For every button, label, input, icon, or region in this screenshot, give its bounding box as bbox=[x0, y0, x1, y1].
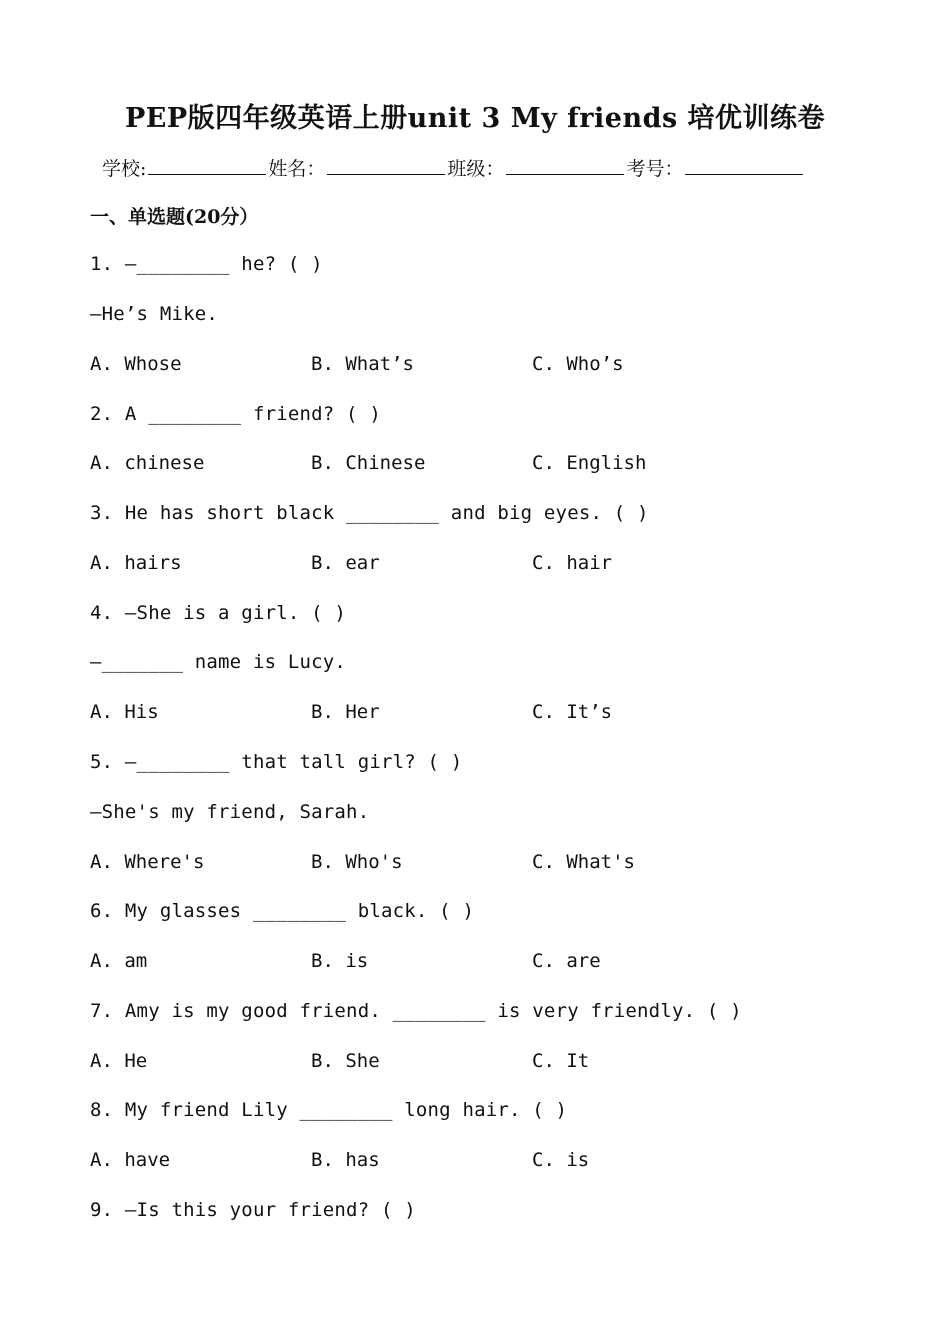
class-label: 班级： bbox=[447, 158, 505, 180]
school-label: 学校: bbox=[102, 158, 147, 180]
question-8-option-b: B. has bbox=[311, 1149, 380, 1171]
question-2-option-a: A. chinese bbox=[90, 452, 205, 474]
page-title: PEP版四年级英语上册unit 3 My friends 培优训练卷 bbox=[124, 103, 826, 134]
question-6-option-c: C. are bbox=[532, 950, 601, 972]
question-5-stem: 5. —________ that tall girl? ( ) bbox=[90, 751, 463, 773]
question-6-stem: 6. My glasses ________ black. ( ) bbox=[90, 900, 475, 922]
question-8-option-a: A. have bbox=[90, 1149, 171, 1171]
question-6-option-a: A. am bbox=[90, 950, 148, 972]
question-4-option-b: B. Her bbox=[311, 701, 380, 723]
question-5-option-a: A. Where's bbox=[90, 851, 205, 873]
question-5-line-2: —She's my friend, Sarah. bbox=[90, 801, 370, 823]
question-7-option-c: C. It bbox=[532, 1050, 590, 1072]
question-5-option-c: C. What's bbox=[532, 851, 635, 873]
question-7-option-b: B. She bbox=[311, 1050, 380, 1072]
question-1-option-c: C. Who’s bbox=[532, 353, 624, 375]
question-1-option-b: B. What’s bbox=[311, 353, 414, 375]
question-4-option-c: C. It’s bbox=[532, 701, 613, 723]
question-1-line-2: —He’s Mike. bbox=[90, 303, 219, 325]
question-4-stem: 4. —She is a girl. ( ) bbox=[90, 602, 347, 624]
question-2-option-c: C. English bbox=[532, 452, 647, 474]
question-4-line-2: —_______ name is Lucy. bbox=[90, 651, 347, 673]
name-label: 姓名： bbox=[268, 158, 326, 180]
question-5-option-b: B. Who's bbox=[311, 851, 403, 873]
section-heading: 一、单选题(20分） bbox=[90, 206, 259, 228]
exam-number-blank[interactable] bbox=[685, 156, 803, 175]
name-blank[interactable] bbox=[327, 156, 445, 175]
question-1-stem: 1. —________ he? ( ) bbox=[90, 253, 323, 275]
question-3-stem: 3. He has short black ________ and big eyes. ( ) bbox=[90, 502, 649, 524]
question-3-option-a: A. hairs bbox=[90, 552, 182, 574]
question-3-option-b: B. ear bbox=[311, 552, 380, 574]
question-6-option-b: B. is bbox=[311, 950, 369, 972]
question-2-option-b: B. Chinese bbox=[311, 452, 426, 474]
question-4-option-a: A. His bbox=[90, 701, 159, 723]
question-2-stem: 2. A ________ friend? ( ) bbox=[90, 403, 381, 425]
student-info-row bbox=[102, 154, 805, 181]
exam-number-label: 考号： bbox=[626, 158, 684, 180]
class-blank[interactable] bbox=[506, 156, 624, 175]
question-9-stem: 9. —Is this your friend? ( ) bbox=[90, 1199, 416, 1221]
question-7-option-a: A. He bbox=[90, 1050, 148, 1072]
school-blank[interactable] bbox=[148, 156, 266, 175]
question-3-option-c: C. hair bbox=[532, 552, 613, 574]
question-8-stem: 8. My friend Lily ________ long hair. ( ) bbox=[90, 1099, 568, 1121]
question-7-stem: 7. Amy is my good friend. ________ is very friendly. ( ) bbox=[90, 1000, 742, 1022]
question-8-option-c: C. is bbox=[532, 1149, 590, 1171]
question-1-option-a: A. Whose bbox=[90, 353, 182, 375]
